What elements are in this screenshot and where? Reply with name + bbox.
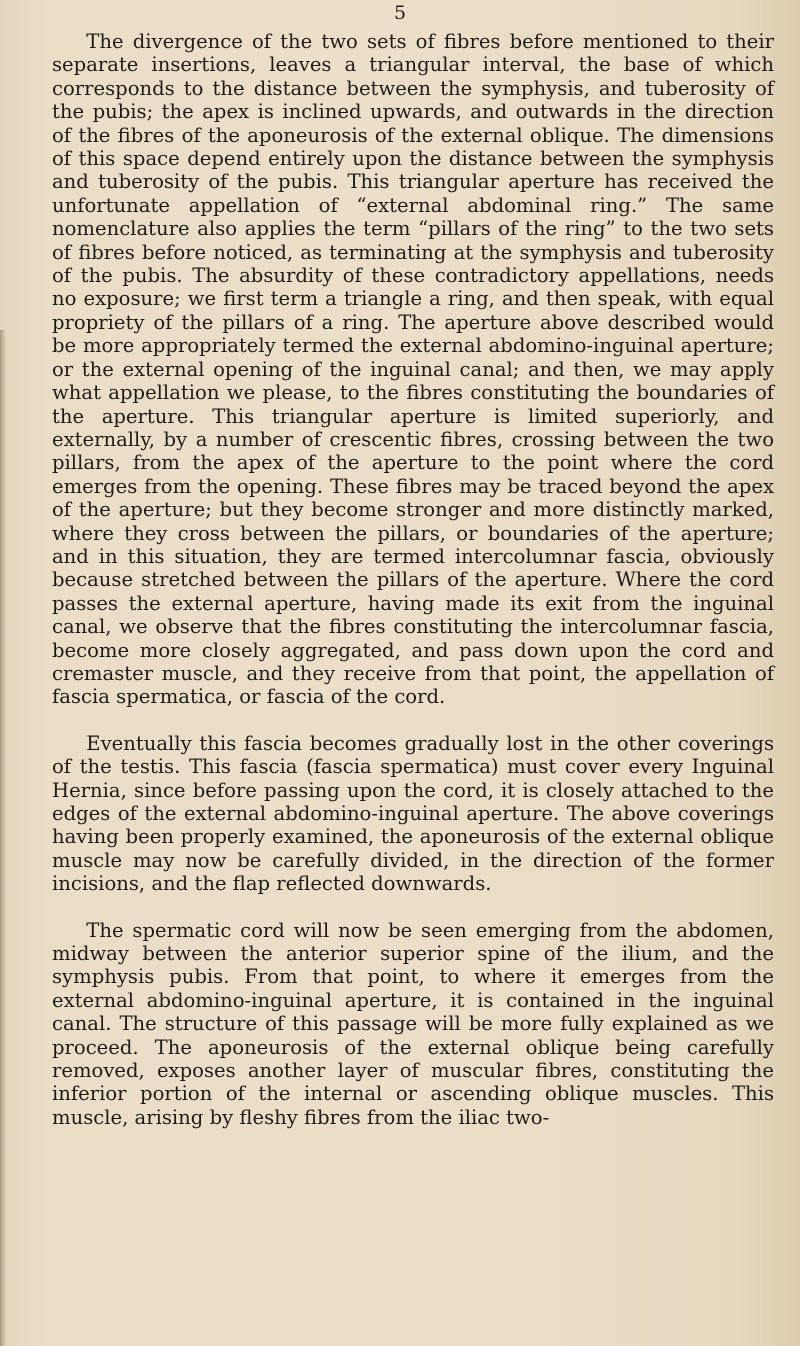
paragraph-1: The divergence of the two sets of fibres before mentioned to their separate insertions, leaves a triangular interval, the base of which corresponds to the distance between the symphysis, and tuberosity of the pubis; the apex is inclined upwards, and outwards in the direction of the fibres of the aponeurosis of the external oblique. The dimensions of this space depend entirely upon the distance between the symphysis and tuberosity of the pubis. This triangular aperture has received the unfortunate appellation of “external abdominal ring.” The same nomenclature also applies the term “pillars of the ring” to the two sets of fibres before noticed, as terminating at the symphysis and tuberosity of the pubis. The absurdity of these contradictory appellations, needs no exposure; we first term a triangle a ring, and then speak, with equal propriety of the pillars of a ring. The aperture above described would be more appropriately termed the external abdomino-inguinal aperture; or the external opening of the inguinal canal; and then, we may apply what appellation we please, to the fibres constituting the boundaries of the aperture. This triangular aperture is limited superiorly, and externally, by a number of crescentic fibres, crossing between the two pillars, from the apex of the aperture to the point where the cord emerges from the opening. These fibres may be traced beyond the apex of the aperture; but they become stronger and more distinctly marked, where they cross between the pillars, or boundaries of the aperture; and in this situation, they are termed intercolumnar fascia, obviously because stretched between the pillars of the aperture. Where the cord passes the external aperture, having made its exit from the inguinal canal, we observe that the fibres constituting the intercolumnar fascia, become more closely aggregated, and pass down upon the cord and cremaster muscle, and they receive from that point, the appellation of fascia spermatica, or fascia of the cord.	[52, 30, 774, 709]
paragraph-2: Eventually this fascia becomes gradually lost in the other coverings of the testis. This fascia (fascia spermatica) must cover every Inguinal Hernia, since before passing upon the cord, it is closely attached to the edges of the external abdomino-inguinal aperture. The above coverings having been properly examined, the aponeurosis of the external oblique muscle may now be carefully divided, in the direction of the former incisions, and the flap reflected downwards.	[52, 731, 774, 896]
page-edge-shadow	[0, 330, 6, 1346]
page-number: 5	[393, 2, 407, 24]
body-text	[52, 30, 774, 1129]
paragraph-3: The spermatic cord will now be seen emerging from the abdomen, midway between the anterior superior spine of the ilium, and the symphysis pubis. From that point, to where it emerges from the external abdomino-inguinal aperture, it is contained in the inguinal canal. The structure of this passage will be more fully explained as we proceed. The aponeurosis of the external oblique being carefully removed, exposes another layer of muscular fibres, constituting the inferior portion of the internal or ascending oblique muscles. This muscle, arising by fleshy fibres from the iliac two-	[52, 918, 774, 1129]
